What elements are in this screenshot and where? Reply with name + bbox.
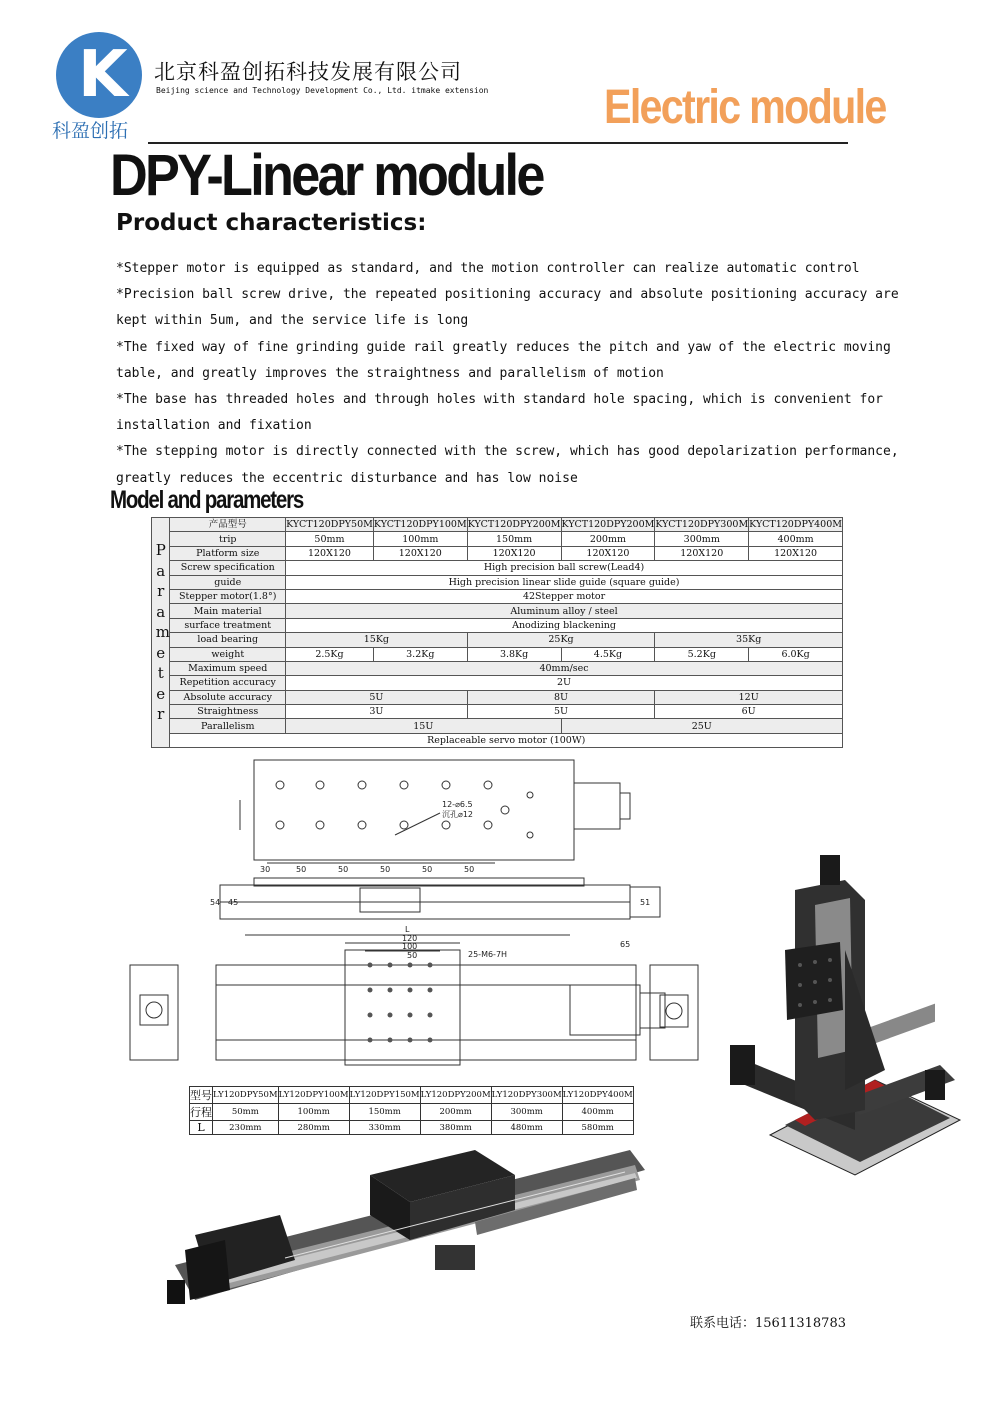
parallel-cell: 15U	[286, 719, 561, 733]
platform-cell: 120X120	[561, 546, 655, 560]
row-label-trip: trip	[170, 532, 286, 546]
dims-stroke: 150mm	[349, 1104, 420, 1121]
load-cell: 15Kg	[286, 633, 468, 647]
model-cell: KYCT120DPY200M	[561, 519, 655, 531]
trip-cell: 150mm	[467, 532, 561, 546]
section-subtitle: Product characteristics:	[116, 210, 427, 236]
feature-line: greatly reduces the eccentric disturbance and has low noise	[116, 470, 578, 486]
dims-stroke: 200mm	[420, 1104, 491, 1121]
trip-cell: 400mm	[749, 532, 843, 546]
model-cell: KYCT120DPY50M	[286, 519, 373, 531]
row-label-parallel: Parallelism	[170, 719, 286, 733]
row-label-material: Main material	[170, 604, 286, 618]
platform-cell: 120X120	[655, 546, 749, 560]
dims-stroke: 50mm	[213, 1104, 279, 1121]
load-cell: 25Kg	[467, 633, 655, 647]
xy-stage-image	[725, 850, 965, 1180]
row-label-straight: Straightness	[170, 705, 286, 719]
feature-line: table, and greatly improves the straightness and parallelism of motion	[116, 365, 664, 381]
feature-line: *Stepper motor is equipped as standard, and the motion controller can realize automatic control	[116, 261, 860, 276]
dim-120: 120	[402, 934, 418, 943]
trip-cell: 200mm	[561, 532, 655, 546]
header-label: 产品型号	[170, 518, 286, 532]
platform-cell: 120X120	[373, 546, 467, 560]
front-view-carriage	[345, 950, 460, 1065]
absolute-cell: 5U	[286, 690, 468, 704]
row-label-weight: weight	[170, 647, 286, 661]
dims-model: LY120DPY100M	[278, 1087, 349, 1104]
hole-note-2: 沉孔⌀12	[442, 810, 473, 819]
weight-cell: 5.2Kg	[655, 647, 749, 661]
dims-model: LY120DPY300M	[491, 1087, 562, 1104]
motor-cell: 42Stepper motor	[286, 589, 843, 603]
row-label-platform: Platform size	[170, 546, 286, 560]
weight-cell: 6.0Kg	[749, 647, 843, 661]
straight-cell: 3U	[286, 705, 468, 719]
dims-length: 280mm	[278, 1121, 349, 1135]
dims-row-label: 行程	[190, 1104, 213, 1121]
dim-spacing: 50	[464, 865, 475, 874]
front-view-body	[216, 965, 636, 1060]
trip-cell: 300mm	[655, 532, 749, 546]
parallel-cell: 25U	[561, 719, 842, 733]
technical-drawing	[120, 755, 720, 1075]
dim-L: L	[405, 925, 410, 934]
dim-spacing: 50	[422, 865, 433, 874]
weight-cell: 3.8Kg	[467, 647, 561, 661]
load-cell: 35Kg	[655, 633, 843, 647]
model-cell: KYCT120DPY400M	[749, 519, 842, 531]
material-cell: Aluminum alloy / steel	[286, 604, 843, 618]
feature-line: *The stepping motor is directly connected with the screw, which has good depolarization performance,	[116, 444, 899, 460]
platform-cell: 120X120	[749, 546, 843, 560]
speed-cell: 40mm/sec	[286, 661, 843, 675]
dims-length: 380mm	[420, 1121, 491, 1135]
dim-spacing: 50	[338, 865, 349, 874]
model-cell: KYCT120DPY300M	[655, 519, 749, 531]
platform-cell: 120X120	[467, 546, 561, 560]
top-view-base	[254, 760, 574, 860]
straight-cell: 6U	[655, 705, 843, 719]
row-label-speed: Maximum speed	[170, 661, 286, 675]
row-label-repeat: Repetition accuracy	[170, 676, 286, 690]
surface-cell: Anodizing blackening	[286, 618, 843, 632]
dimension-table	[189, 1086, 634, 1135]
feature-line: *The base has threaded holes and through holes with standard hole spacing, which is convenient for	[116, 392, 884, 408]
dims-length: 230mm	[213, 1121, 279, 1135]
dims-length: 480mm	[491, 1121, 562, 1135]
dim-spacing: 50	[296, 865, 307, 874]
parameter-table	[151, 517, 843, 748]
logo-k-icon: K	[78, 38, 128, 112]
company-name-en: Beijing science and Technology Development Co., Ltd. itmake extension	[156, 86, 489, 95]
right-end-view	[650, 965, 698, 1060]
dims-model: LY120DPY400M	[562, 1087, 633, 1104]
weight-cell: 4.5Kg	[561, 647, 655, 661]
dim-50: 50	[407, 951, 418, 960]
section-label: Electric module	[604, 81, 886, 134]
screw-cell: High precision ball screw(Lead4)	[286, 561, 843, 575]
model-cell: KYCT120DPY100M	[373, 519, 467, 531]
left-end-view	[130, 965, 178, 1060]
feature-line: *The fixed way of fine grinding guide rail greatly reduces the pitch and yaw of the electric moving	[116, 339, 891, 355]
dim-54: 54	[210, 898, 221, 907]
row-label-surface: surface treatment	[170, 618, 286, 632]
row-label-absolute: Absolute accuracy	[170, 690, 286, 704]
dim-30: 30	[260, 865, 271, 874]
trip-cell: 100mm	[373, 532, 467, 546]
dim-spacing: 50	[380, 865, 391, 874]
side-label-text: Parameter	[155, 541, 170, 724]
feature-line: installation and fixation	[116, 418, 312, 434]
absolute-cell: 12U	[655, 690, 843, 704]
company-name-cn: 北京科盈创拓科技发展有限公司	[154, 60, 462, 84]
feature-list	[116, 256, 899, 492]
dims-row-label: 型号	[190, 1087, 213, 1104]
platform-cell: 120X120	[286, 546, 374, 560]
row-label-load: load bearing	[170, 633, 286, 647]
servo-note: Replaceable servo motor (100W)	[170, 733, 843, 747]
row-label-guide: guide	[170, 575, 286, 589]
hole-note-1: 12-⌀6.5	[442, 800, 473, 809]
page-title: DPY-Linear module	[110, 143, 543, 208]
dim-100: 100	[402, 942, 418, 951]
dims-stroke: 300mm	[491, 1104, 562, 1121]
dims-model: LY120DPY200M	[420, 1087, 491, 1104]
repeat-cell: 2U	[286, 676, 843, 690]
weight-cell: 3.2Kg	[373, 647, 467, 661]
dims-stroke: 100mm	[278, 1104, 349, 1121]
thread-note: 25-M6-7H	[468, 950, 508, 959]
dims-row-label: L	[190, 1121, 213, 1135]
absolute-cell: 8U	[467, 690, 655, 704]
feature-line: *Precision ball screw drive, the repeated positioning accuracy and absolute positioning accuracy are	[116, 287, 899, 303]
dim-65: 65	[620, 940, 631, 949]
logo-text: 科盈创拓	[52, 120, 129, 142]
guide-cell: High precision linear slide guide (square guide)	[286, 575, 843, 589]
row-label-motor: Stepper motor(1.8°)	[170, 589, 286, 603]
trip-cell: 50mm	[286, 532, 374, 546]
contact-label: 联系电话：	[690, 1316, 756, 1331]
model-heading: Model and parameters	[110, 486, 303, 514]
dims-length: 580mm	[562, 1121, 633, 1135]
parameter-side-label	[152, 518, 170, 748]
linear-module-image	[165, 1140, 655, 1315]
straight-cell: 5U	[467, 705, 655, 719]
dim-45: 45	[228, 898, 239, 907]
dims-stroke: 400mm	[562, 1104, 633, 1121]
dims-length: 330mm	[349, 1121, 420, 1135]
dims-model: LY120DPY50M	[213, 1087, 279, 1104]
phone-number: 15611318783	[755, 1316, 846, 1331]
company-logo	[52, 32, 147, 142]
feature-line: kept within 5um, and the service life is long	[116, 313, 469, 329]
model-cell: KYCT120DPY200M	[467, 519, 561, 531]
weight-cell: 2.5Kg	[286, 647, 374, 661]
row-label-screw: Screw specification	[170, 561, 286, 575]
dims-model: LY120DPY150M	[349, 1087, 420, 1104]
contact-phone	[690, 1312, 846, 1331]
dim-51: 51	[640, 898, 651, 907]
